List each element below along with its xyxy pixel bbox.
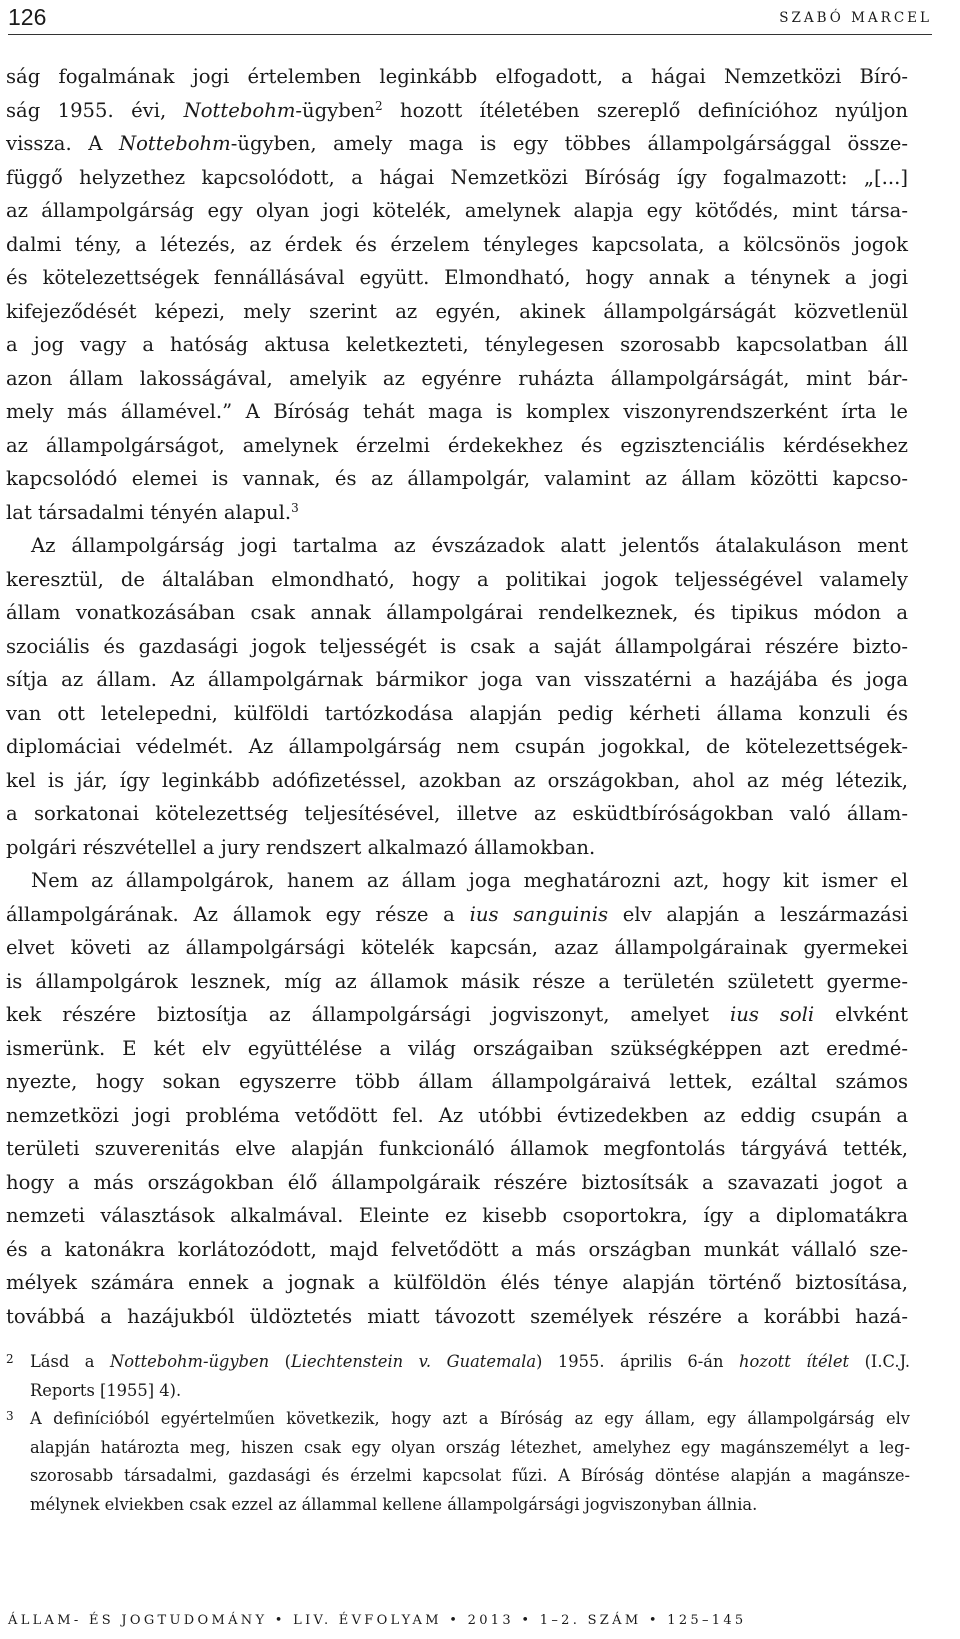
body-line: és a katonákra korlátozódott, majd felvetődött a más országban munkát vállaló sze- xyxy=(6,1237,908,1261)
body-line: szociális és gazdasági jogok teljességét is csak a saját állampolgárai részére bizto- xyxy=(6,634,908,658)
body-line: kel is jár, így leginkább adófizetéssel, azokban az országokban, ahol az még létezik, xyxy=(6,768,908,792)
body-line: továbbá a hazájukból üldöztetés miatt távozott személyek részére a korábbi hazá- xyxy=(6,1304,908,1328)
body-line: állampolgárának. Az államok egy része a ius sanguinis elv alapján a leszármazási xyxy=(6,902,908,926)
body-line: és kötelezettségek fennállásával együtt. Elmondható, hogy annak a ténynek a jogi xyxy=(6,266,908,289)
body-line: hogy a más országokban élő állampolgáraik részére biztosítsák a szavazati jogot a xyxy=(6,1170,908,1194)
body-line: nyezte, hogy sokan egyszerre több állam állampolgáraivá lettek, ezáltal számos xyxy=(6,1070,908,1093)
body-line: sítja az állam. Az állampolgárnak bármikor joga van visszatérni a hazájába és joga xyxy=(6,668,908,691)
footnote-number: 2 xyxy=(6,1352,14,1366)
body-line: nemzeti választások alkalmával. Eleinte ez kisebb csoportokra, így a diplomatákra xyxy=(6,1204,908,1227)
body-line: is állampolgárok lesznek, míg az államok másik része a területén született gyerme- xyxy=(6,969,908,993)
page-header xyxy=(8,4,932,35)
body-line: lat társadalmi tényén alapul.$^3$ xyxy=(6,500,299,524)
footnote-line: alapján határozta meg, hiszen csak egy olyan ország létezhet, amelyhez egy magánszemélyt a leg- xyxy=(30,1437,910,1457)
body-line: állam vonatkozásában csak annak állampolgárai rendelkeznek, és tipikus módon a xyxy=(6,601,908,624)
body-line: az állampolgárságot, amelynek érzelmi érdekekhez és egzisztenciális kérdésekhez xyxy=(6,433,908,457)
footnote-line: Reports [1955] 4). xyxy=(30,1380,182,1400)
body-line: kapcsolódó elemei is vannak, és az állampolgár, valamint az állam közötti kapcso- xyxy=(6,467,908,490)
body-line: nemzetközi jogi probléma vetődött fel. Az utóbbi évtizedekben az eddig csupán a xyxy=(6,1103,908,1127)
body-text xyxy=(6,60,908,1333)
body-line: kek részére biztosítja az állampolgársági jogviszonyt, amelyet ius soli elvként xyxy=(6,1003,908,1026)
body-line: mely más államével.” A Bíróság tehát maga is komplex viszonyrendszerként írta le xyxy=(6,400,908,423)
body-line: a sorkatonai kötelezettség teljesítésével, illetve az esküdtbíróságokban való állam- xyxy=(6,802,908,825)
body-line: Nem az állampolgárok, hanem az állam joga meghatározni azt, hogy kit ismer el xyxy=(31,869,908,892)
running-head-author: SZABÓ MARCEL xyxy=(779,10,932,26)
body-line: az állampolgárság egy olyan jogi kötelék, amelynek alapja egy kötődés, mint társa- xyxy=(6,199,908,222)
body-line: ság 1955. évi, Nottebohm-ügyben$^2$ hozott ítéletében szereplő definícióhoz nyúljon xyxy=(6,98,909,122)
page-number: 126 xyxy=(8,4,47,30)
body-line: diplomáciai védelmét. Az állampolgárság nem csupán jogokkal, de kötelezettségek- xyxy=(6,735,908,758)
footnote xyxy=(6,1405,910,1519)
body-line: mélyek számára ennek a jognak a külföldön élés ténye alapján történő biztosítása, xyxy=(6,1271,908,1294)
body-line: ismerünk. E két elv együttélése a világ országaiban szükségképpen azt eredmé- xyxy=(6,1036,908,1060)
footnote xyxy=(6,1348,910,1405)
footnote-line: A definícióból egyértelműen következik, hogy azt a Bíróság az egy állam, egy állampolgárság elv xyxy=(30,1409,910,1428)
footnote-line: Lásd a Nottebohm-ügyben (Liechtenstein v. Guatemala) 1955. április 6-án hozott ítélet (I.C.J. xyxy=(30,1352,911,1371)
footnotes xyxy=(6,1348,910,1519)
body-line: a jog vagy a hatóság aktusa keletkezteti, ténylegesen szorosabb kapcsolatban áll xyxy=(6,333,908,356)
footnote-line: szorosabb társadalmi, gazdasági és érzelmi kapcsolat fűzi. A Bíróság döntése alapján a magánsze- xyxy=(30,1466,910,1485)
footnote-number: 3 xyxy=(6,1409,14,1423)
body-line: keresztül, de általában elmondható, hogy a politikai jogok teljességével valamely xyxy=(6,567,908,591)
body-line: polgári részvétellel a jury rendszert alkalmazó államokban. xyxy=(6,835,596,859)
body-line: kifejeződését képezi, mely szerint az egyén, akinek állampolgárságát közvetlenül xyxy=(6,299,908,323)
body-line: azon állam lakosságával, amelyik az egyénre ruházta állampolgárságát, mint bár- xyxy=(6,366,908,390)
body-line: dalmi tény, a létezés, az érdek és érzelem tényleges kapcsolata, a kölcsönös jogok xyxy=(6,232,908,256)
body-line: függő helyzethez kapcsolódott, a hágai Nemzetközi Bíróság így fogalmazott: „[...] xyxy=(6,165,908,189)
body-line: elvet követi az állampolgársági kötelék kapcsán, azaz állampolgárainak gyermekei xyxy=(6,936,908,959)
body-line: területi szuverenitás elve alapján funkcionáló államok megfontolás tárgyává tették, xyxy=(6,1137,908,1160)
body-line: vissza. A Nottebohm-ügyben, amely maga is egy többes állampolgársággal össze- xyxy=(6,132,908,155)
body-line: van ott letelepedni, külföldi tartózkodása alapján pedig kérheti állama konzuli és xyxy=(6,701,908,725)
page-footer: ÁLLAM- ÉS JOGTUDOMÁNY • LIV. ÉVFOLYAM • 2013 • 1–2. SZÁM • 125–145 xyxy=(8,1613,747,1628)
body-line: Az állampolgárság jogi tartalma az évszázadok alatt jelentős átalakuláson ment xyxy=(31,534,908,557)
body-line: ság fogalmának jogi értelemben leginkább elfogadott, a hágai Nemzetközi Bíró- xyxy=(6,65,908,88)
footnote-line: mélynek elviekben csak ezzel az állammal kellene állampolgársági jogviszonyban állnia. xyxy=(30,1494,758,1514)
